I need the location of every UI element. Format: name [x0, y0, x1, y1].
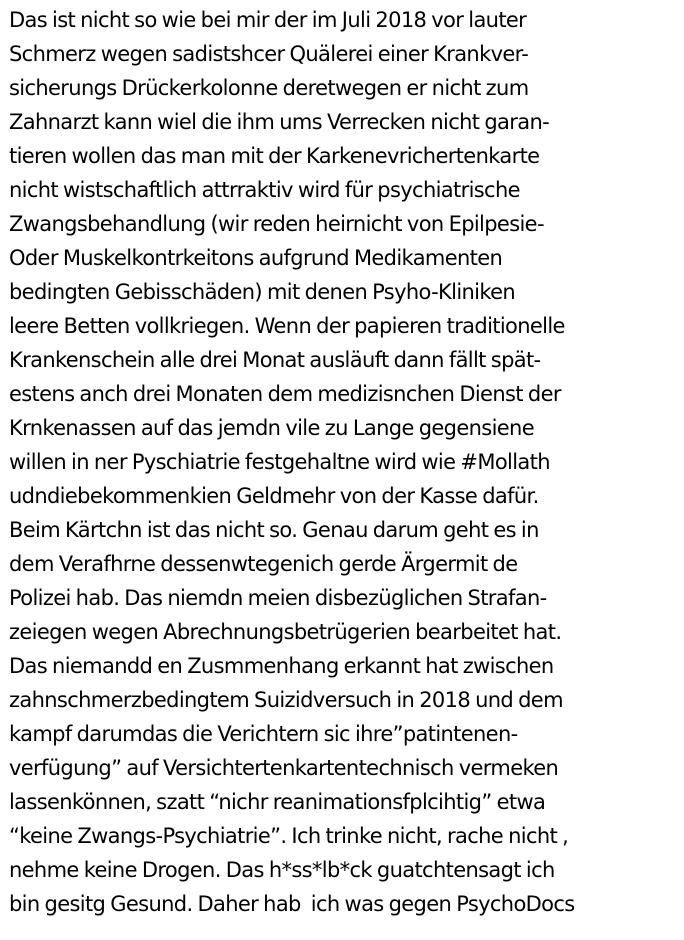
text-line: Beim Kärtchn ist das nicht so. Genau darum geht es in [9, 518, 539, 542]
text-line: kampf darumdas die Verichtern sic ihre”patintenen- [9, 722, 518, 746]
text-line: Krankenschein alle drei Monat ausläuft dann fällt spät- [9, 348, 541, 372]
body-text [9, 3, 681, 921]
text-line: Das niemandd en Zusmmenhang erkannt hat zwischen [9, 654, 554, 678]
text-line: tieren wollen das man mit der Karkenevrichertenkarte [9, 144, 540, 168]
text-line: bin gesitg Gesund. Daher hab ich was gegen PsychoDocs [9, 892, 575, 916]
text-line: sicherungs Drückerkolonne deretwegen er nicht zum [9, 76, 529, 100]
text-line: bedingten Gebisschäden) mit denen Psyho-Kliniken [9, 280, 516, 304]
text-line: lassenkönnen, szatt “nichr reanimationsfplcihtig” etwa [9, 790, 546, 814]
text-line: nehme keine Drogen. Das h*ss*lb*ck guatchtensagt ich [9, 858, 555, 882]
text-line: udndiebekommenkien Geldmehr von der Kasse dafür. [9, 484, 539, 508]
text-line: leere Betten vollkriegen. Wenn der papieren traditionelle [9, 314, 565, 338]
text-line: verfügung” auf Versichtertenkartentechnisch vermeken [9, 756, 559, 780]
text-line: Oder Muskelkontrkeitons aufgrund Medikamenten [9, 246, 503, 270]
text-line: dem Verafhrne dessenwtegenich gerde Ärgermit de [9, 552, 518, 576]
text-line: Das ist nicht so wie bei mir der im Juli 2018 vor lauter [9, 8, 527, 32]
text-line: estens anch drei Monaten dem medizisnchen Dienst der [9, 382, 561, 406]
text-line: “keine Zwangs-Psychiatrie”. Ich trinke nicht, rache nicht , [9, 824, 569, 848]
text-line: Zahnarzt kann wiel die ihm ums Verrecken nicht garan- [9, 110, 550, 134]
text-line: zahnschmerzbedingtem Suizidversuch in 2018 und dem [9, 688, 563, 712]
text-line: nicht wistschaftlich attrraktiv wird für psychiatrische [9, 178, 520, 202]
text-line: willen in ner Pyschiatrie festgehaltne wird wie #Mollath [9, 450, 550, 474]
text-line: Schmerz wegen sadistshcer Quälerei einer Krankver- [9, 42, 529, 66]
text-line: Polizei hab. Das niemdn meien disbezüglichen Strafan- [9, 586, 547, 610]
text-line: zeiegen wegen Abrechnungsbetrügerien bearbeitet hat. [9, 620, 562, 644]
text-line: Krnkenassen auf das jemdn vile zu Lange gegensiene [9, 416, 534, 440]
text-line: Zwangsbehandlung (wir reden heirnicht von Epilpesie- [9, 212, 544, 236]
